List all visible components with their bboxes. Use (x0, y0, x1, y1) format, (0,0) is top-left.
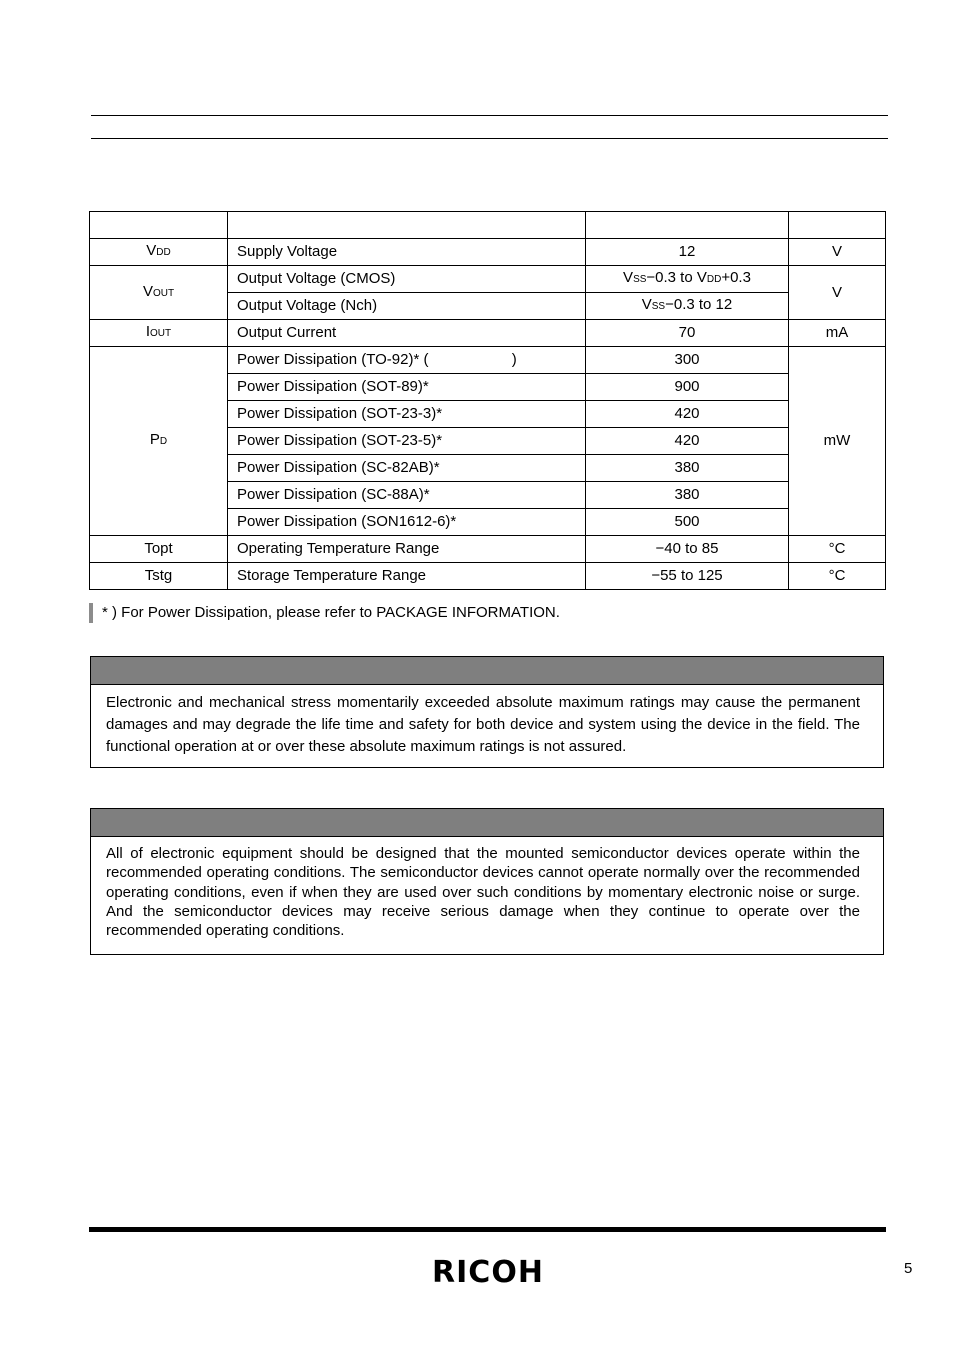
item-cell: Storage Temperature Range (228, 563, 586, 590)
symbol-cell: PD (90, 347, 228, 536)
header-rule-bottom (91, 138, 888, 139)
rating-cell: 12 (586, 239, 789, 266)
item-cell: Power Dissipation (SC-82AB)* (228, 455, 586, 482)
item-cell: Power Dissipation (SON1612-6)* (228, 509, 586, 536)
rating-cell: 70 (586, 320, 789, 347)
recommended-conditions-notice-box (90, 808, 884, 955)
rating-cell: 380 (586, 482, 789, 509)
table-header-row (90, 212, 886, 239)
header-item (228, 212, 586, 239)
header-rating (586, 212, 789, 239)
notice-header-bar (91, 809, 883, 837)
table-row (90, 347, 886, 374)
notice-header-bar (91, 657, 883, 685)
page-number: 5 (904, 1260, 913, 1277)
rating-cell: −55 to 125 (586, 563, 789, 590)
table-row (90, 239, 886, 266)
unit-cell: °C (789, 563, 886, 590)
rating-cell: 300 (586, 347, 789, 374)
table-row (90, 266, 886, 293)
table-row (90, 536, 886, 563)
symbol-cell: VDD (90, 239, 228, 266)
absolute-maximum-ratings-table (89, 211, 886, 590)
symbol-cell: VOUT (90, 266, 228, 320)
unit-cell: V (789, 266, 886, 320)
item-cell: Power Dissipation (TO-92)* ( ) (228, 347, 586, 374)
header-symbol (90, 212, 228, 239)
table-footnote: * ) For Power Dissipation, please refer to PACKAGE INFORMATION. (89, 603, 560, 623)
table-row (90, 320, 886, 347)
symbol-cell: Topt (90, 536, 228, 563)
symbol-cell: Tstg (90, 563, 228, 590)
item-cell: Supply Voltage (228, 239, 586, 266)
table-row (90, 563, 886, 590)
rating-cell: 420 (586, 401, 789, 428)
notice-text: All of electronic equipment should be designed that the mounted semiconductor devices operate within the recommended operating conditions. The semiconductor devices cannot operate normally over the recommended operating conditions, even if when they are used over such conditions by momentary electronic noise or surge. And the semiconductor devices may receive serious damage when they continue to operate over the recommended operating conditions. (106, 845, 860, 940)
header-rule-top (91, 115, 888, 116)
ricoh-logo (417, 1256, 559, 1286)
rating-cell: VSS−0.3 to 12 (586, 293, 789, 320)
unit-cell: mW (789, 347, 886, 536)
header-unit (789, 212, 886, 239)
rating-cell: VSS−0.3 to VDD+0.3 (586, 266, 789, 293)
rating-cell: 420 (586, 428, 789, 455)
item-cell: Power Dissipation (SOT-23-5)* (228, 428, 586, 455)
item-cell: Output Voltage (Nch) (228, 293, 586, 320)
unit-cell: mA (789, 320, 886, 347)
rating-cell: 380 (586, 455, 789, 482)
ricoh-logo-text: RICOH (432, 1256, 544, 1286)
item-cell: Power Dissipation (SOT-89)* (228, 374, 586, 401)
unit-cell: V (789, 239, 886, 266)
rating-cell: 500 (586, 509, 789, 536)
item-cell: Output Voltage (CMOS) (228, 266, 586, 293)
item-cell: Output Current (228, 320, 586, 347)
unit-cell: °C (789, 536, 886, 563)
rating-cell: −40 to 85 (586, 536, 789, 563)
item-cell: Power Dissipation (SC-88A)* (228, 482, 586, 509)
item-cell: Power Dissipation (SOT-23-3)* (228, 401, 586, 428)
notice-text: Electronic and mechanical stress momentarily exceeded absolute maximum ratings may cause the permanent damages and may degrade the life time and safety for both device and system using the device in the field. The functional operation at or over these absolute maximum ratings is not assured. (106, 694, 860, 755)
item-cell: Operating Temperature Range (228, 536, 586, 563)
absolute-ratings-notice-box (90, 656, 884, 768)
rating-cell: 900 (586, 374, 789, 401)
symbol-cell: IOUT (90, 320, 228, 347)
footer-rule (89, 1227, 886, 1232)
